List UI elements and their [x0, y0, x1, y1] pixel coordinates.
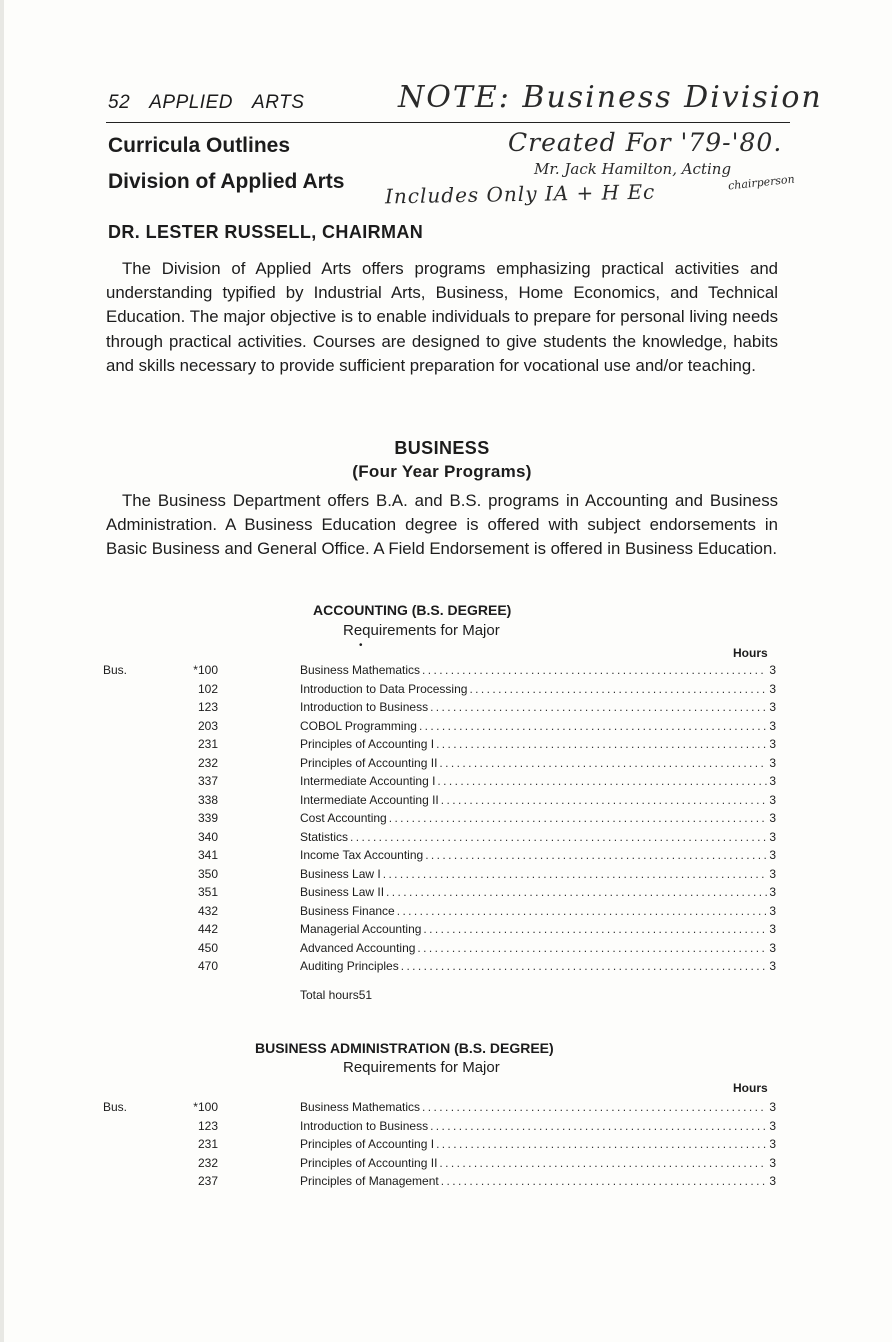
business-paragraph: The Business Department offers B.A. and B.S. programs in Accounting and Business Administration. A Business Education degree is offered with subject endorsements in Basic Business and General Office. A Field Endorsement is offered in Business Education.	[106, 491, 778, 559]
course-title-line	[300, 793, 776, 807]
leader-dots	[422, 1100, 767, 1114]
course-title: Business Law II	[300, 885, 385, 899]
running-head	[108, 92, 304, 114]
course-title-line	[300, 1174, 776, 1188]
leader-dots	[425, 848, 767, 862]
course-hours: 3	[769, 1174, 776, 1188]
course-title: Business Law I	[300, 866, 381, 881]
course-row	[0, 1156, 892, 1174]
course-number: 102	[197, 681, 218, 696]
course-title: Principles of Accounting II	[300, 1155, 438, 1170]
course-title-line	[300, 737, 776, 751]
course-row	[0, 959, 892, 977]
course-hours: 3	[769, 848, 776, 862]
handwritten-note-line1: NOTE: Business Division	[398, 80, 823, 115]
course-row	[0, 700, 892, 718]
course-hours: 3	[769, 829, 776, 844]
course-title-line	[300, 867, 776, 881]
course-hours: 3	[769, 885, 776, 899]
course-number: 123	[197, 1118, 218, 1133]
course-row	[0, 904, 892, 922]
course-title: Introduction to Data Processing	[300, 681, 468, 696]
course-title-line	[300, 756, 776, 770]
business-heading: BUSINESS	[394, 438, 490, 458]
course-title-line	[300, 700, 776, 714]
leader-dots	[389, 811, 768, 825]
leader-dots	[350, 830, 767, 844]
course-row	[0, 719, 892, 737]
course-number: 337	[197, 774, 218, 788]
course-number: 231	[197, 737, 218, 751]
course-title: Principles of Accounting I	[300, 1137, 435, 1151]
course-title: Principles of Management	[300, 1174, 439, 1188]
leader-dots	[436, 737, 767, 751]
leader-dots	[397, 904, 768, 918]
total-label: Total hours	[300, 988, 359, 1002]
leader-dots	[437, 774, 767, 788]
course-title: Auditing Principles	[300, 959, 399, 973]
handwritten-note-line2: Created For '79-'80.	[508, 128, 783, 157]
course-title: Statistics	[300, 829, 349, 844]
course-hours: 3	[769, 922, 776, 936]
course-title: Intermediate Accounting II	[300, 792, 439, 807]
course-title: Managerial Accounting	[300, 922, 422, 936]
course-row	[0, 922, 892, 940]
course-number: 470	[197, 959, 218, 973]
course-hours: 3	[769, 737, 776, 751]
total-hours: 51	[358, 988, 373, 1002]
leader-dots	[401, 959, 768, 973]
course-number: 338	[197, 792, 218, 807]
course-title-line	[300, 1100, 776, 1114]
course-title: Income Tax Accounting	[300, 848, 424, 862]
course-title: Business Mathematics	[300, 663, 421, 677]
course-dept: Bus.	[103, 1100, 128, 1114]
course-number: 341	[197, 848, 218, 862]
handwritten-note-line4: Includes Only IA + H Ec	[384, 179, 656, 209]
course-hours: 3	[769, 940, 776, 955]
course-hours: 3	[769, 903, 776, 918]
course-title-line	[300, 941, 776, 955]
leader-dots	[417, 941, 767, 955]
course-title-line	[300, 904, 776, 918]
division-heading: Division of Applied Arts	[108, 170, 345, 193]
leader-dots	[430, 700, 767, 714]
course-number: 231	[197, 1137, 218, 1151]
leader-dots	[441, 1174, 768, 1188]
course-number: 442	[197, 922, 218, 936]
accounting-hours-header: Hours	[733, 646, 768, 660]
course-row	[0, 811, 892, 829]
course-title-line	[300, 830, 776, 844]
course-number: 340	[197, 829, 218, 844]
course-number: 232	[197, 755, 218, 770]
course-hours: 3	[769, 866, 776, 881]
course-title-line	[300, 811, 776, 825]
course-title: Business Mathematics	[300, 1100, 421, 1114]
course-title: COBOL Programming	[300, 718, 417, 733]
bullet-mark: •	[359, 640, 363, 651]
course-title-line	[300, 663, 776, 677]
course-title-line	[300, 682, 776, 696]
accounting-title: ACCOUNTING (B.S. DEGREE)	[313, 602, 512, 618]
course-row	[0, 793, 892, 811]
course-number: 123	[197, 700, 218, 714]
curricula-heading: Curricula Outlines	[108, 134, 291, 157]
intro-paragraph: The Division of Applied Arts offers programs emphasizing practical activities and understanding typified by Industrial Arts, Business, Home Economics, and Technical Education. The major objective is to enable individuals to prepare for personal living needs through practical activities. Courses are designed to give students the knowledge, habits and skills necessary to provide sufficient preparation for vocational use and/or teaching.	[106, 259, 778, 375]
course-title-line	[300, 1119, 776, 1133]
course-row	[0, 756, 892, 774]
course-row	[0, 1119, 892, 1137]
course-hours: 3	[769, 755, 776, 770]
course-number: *100	[193, 1100, 218, 1114]
course-hours: 3	[769, 774, 776, 788]
course-hours: 3	[769, 811, 776, 825]
leader-dots	[441, 793, 768, 807]
chairman-heading: DR. LESTER RUSSELL, CHAIRMAN	[108, 222, 424, 242]
course-row	[0, 830, 892, 848]
course-row	[0, 867, 892, 885]
course-hours: 3	[769, 718, 776, 733]
course-title: Business Finance	[300, 903, 395, 918]
course-title-line	[300, 719, 776, 733]
course-title-line	[300, 1156, 776, 1170]
course-title: Advanced Accounting	[300, 940, 416, 955]
leader-dots	[469, 682, 767, 696]
course-title-line	[300, 959, 776, 973]
course-hours: 3	[769, 959, 776, 973]
course-hours: 3	[769, 1155, 776, 1170]
leader-dots	[439, 756, 767, 770]
course-number: 203	[197, 718, 218, 733]
course-title-line	[300, 885, 776, 899]
page-number: 52	[108, 92, 131, 113]
course-row	[0, 848, 892, 866]
course-hours: 3	[769, 681, 776, 696]
course-number: *100	[193, 663, 218, 677]
leader-dots	[383, 867, 768, 881]
course-number: 450	[197, 940, 218, 955]
course-row	[0, 663, 892, 681]
business-admin-subtitle: Requirements for Major	[343, 1059, 500, 1076]
course-title-line	[300, 922, 776, 936]
course-title-line	[300, 774, 776, 788]
course-hours: 3	[769, 700, 776, 714]
leader-dots	[430, 1119, 767, 1133]
course-row	[0, 885, 892, 903]
course-row	[0, 774, 892, 792]
accounting-subtitle: Requirements for Major	[343, 622, 500, 639]
course-row	[0, 941, 892, 959]
leader-dots	[439, 1156, 767, 1170]
course-row	[0, 1174, 892, 1192]
course-title: Intermediate Accounting I	[300, 774, 436, 788]
handwritten-note-line3: Mr. Jack Hamilton, Acting	[534, 160, 732, 178]
accounting-total-row	[300, 988, 776, 1002]
course-number: 351	[197, 885, 218, 899]
course-title: Cost Accounting	[300, 811, 387, 825]
course-row	[0, 682, 892, 700]
course-number: 237	[197, 1174, 218, 1188]
course-title-line	[300, 1137, 776, 1151]
course-dept: Bus.	[103, 663, 128, 677]
course-row	[0, 1137, 892, 1155]
business-admin-hours-header: Hours	[733, 1081, 768, 1095]
course-number: 432	[197, 903, 218, 918]
leader-dots	[419, 719, 767, 733]
course-number: 350	[197, 866, 218, 881]
course-number: 339	[197, 811, 218, 825]
course-title-line	[300, 848, 776, 862]
four-year-subheading: (Four Year Programs)	[352, 462, 532, 481]
course-row	[0, 1100, 892, 1118]
leader-dots	[422, 663, 767, 677]
handwritten-note-line3b: chairperson	[727, 172, 796, 193]
business-admin-title: BUSINESS ADMINISTRATION (B.S. DEGREE)	[255, 1040, 554, 1056]
course-title: Introduction to Business	[300, 700, 429, 714]
course-hours: 3	[769, 792, 776, 807]
leader-dots	[436, 1137, 767, 1151]
course-title: Principles of Accounting II	[300, 755, 438, 770]
leader-dots	[386, 885, 767, 899]
course-hours: 3	[769, 1100, 776, 1114]
course-title: Introduction to Business	[300, 1118, 429, 1133]
course-hours: 3	[769, 1118, 776, 1133]
course-number: 232	[197, 1155, 218, 1170]
course-hours: 3	[769, 1137, 776, 1151]
section-name: APPLIED ARTS	[149, 92, 305, 113]
course-hours: 3	[769, 663, 776, 677]
header-rule	[106, 122, 790, 123]
course-title: Principles of Accounting I	[300, 737, 435, 751]
course-row	[0, 737, 892, 755]
leader-dots	[423, 922, 767, 936]
